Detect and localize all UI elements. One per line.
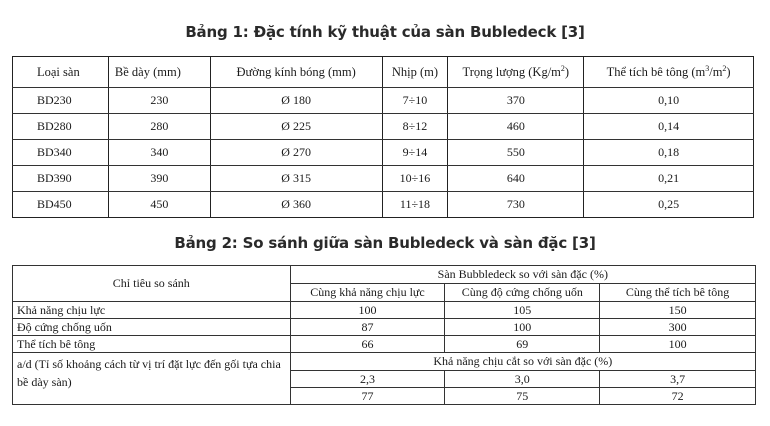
table-row [13, 336, 756, 353]
cell-thickness: 340 [108, 140, 210, 166]
header-thickness: Bề dày (mm) [108, 57, 210, 88]
cell-span: 9÷14 [382, 140, 448, 166]
cell-type: BD390 [13, 166, 109, 192]
cell-volume: 0,25 [584, 192, 754, 218]
cell-ad-value: 3,7 [600, 371, 756, 388]
cell-volume: 0,14 [584, 114, 754, 140]
shear-capacity-header: Khả năng chịu cắt so với sàn đặc (%) [290, 353, 755, 371]
cell-type: BD230 [13, 88, 109, 114]
cell-volume: 0,10 [584, 88, 754, 114]
header-ball-diameter: Đường kính bóng (mm) [210, 57, 382, 88]
cell-weight: 550 [448, 140, 584, 166]
cell-span: 10÷16 [382, 166, 448, 192]
shear-header-row [13, 353, 756, 371]
cell-volume: 0,21 [584, 166, 754, 192]
cell-value: 105 [445, 302, 600, 319]
cell-weight: 460 [448, 114, 584, 140]
row-label: Khả năng chịu lực [13, 302, 291, 319]
cell-span: 7÷10 [382, 88, 448, 114]
subheader-same-stiffness: Cùng độ cứng chống uốn [445, 284, 600, 302]
table-row [13, 140, 754, 166]
header-slab-type: Loại sàn [13, 57, 109, 88]
cell-value: 69 [445, 336, 600, 353]
table-row [13, 302, 756, 319]
cell-volume: 0,18 [584, 140, 754, 166]
cell-type: BD280 [13, 114, 109, 140]
cell-diameter: Ø 180 [210, 88, 382, 114]
table1-title: Bảng 1: Đặc tính kỹ thuật của sàn Bubledeck [3] [185, 23, 585, 41]
cell-value: 150 [600, 302, 756, 319]
cell-shear-value: 72 [600, 388, 756, 405]
bubbledeck-specs-table [12, 56, 754, 218]
cell-value: 100 [600, 336, 756, 353]
cell-thickness: 450 [108, 192, 210, 218]
cell-ad-value: 2,3 [290, 371, 445, 388]
cell-value: 87 [290, 319, 445, 336]
header-bubbledeck-group: Sàn Bubbledeck so với sàn đặc (%) [290, 266, 755, 284]
cell-value: 300 [600, 319, 756, 336]
cell-span: 8÷12 [382, 114, 448, 140]
header-span: Nhịp (m) [382, 57, 448, 88]
cell-weight: 370 [448, 88, 584, 114]
table-row [13, 319, 756, 336]
header-concrete-volume: Thể tích bê tông $(m^3/m^2)$ [584, 57, 754, 88]
bubbledeck-vs-solid-table [12, 265, 756, 405]
cell-value: 100 [445, 319, 600, 336]
table1-header-row [13, 57, 754, 88]
table-row [13, 166, 754, 192]
table-row [13, 192, 754, 218]
cell-ad-value: 3,0 [445, 371, 600, 388]
subheader-same-capacity: Cùng khả năng chịu lực [290, 284, 445, 302]
cell-value: 100 [290, 302, 445, 319]
table2-title: Bảng 2: So sánh giữa sàn Bubledeck và sàn đặc [3] [174, 234, 596, 252]
table-row [13, 88, 754, 114]
ad-ratio-label: a/d (Tỉ số khoảng cách từ vị trí đặt lực đến gối tựa chia bề dày sàn) [13, 353, 291, 405]
table-row [13, 114, 754, 140]
row-label: Độ cứng chống uốn [13, 319, 291, 336]
cell-diameter: Ø 315 [210, 166, 382, 192]
row-label: Thể tích bê tông [13, 336, 291, 353]
cell-diameter: Ø 270 [210, 140, 382, 166]
cell-span: 11÷18 [382, 192, 448, 218]
cell-shear-value: 77 [290, 388, 445, 405]
cell-thickness: 390 [108, 166, 210, 192]
cell-shear-value: 75 [445, 388, 600, 405]
cell-thickness: 230 [108, 88, 210, 114]
cell-weight: 730 [448, 192, 584, 218]
cell-type: BD340 [13, 140, 109, 166]
cell-diameter: Ø 360 [210, 192, 382, 218]
cell-weight: 640 [448, 166, 584, 192]
cell-type: BD450 [13, 192, 109, 218]
cell-thickness: 280 [108, 114, 210, 140]
cell-value: 66 [290, 336, 445, 353]
cell-diameter: Ø 225 [210, 114, 382, 140]
header-criteria: Chỉ tiêu so sánh [13, 266, 291, 302]
header-weight: Trọng lượng $(Kg/m^2)$ [448, 57, 584, 88]
subheader-same-volume: Cùng thể tích bê tông [600, 284, 756, 302]
table2-header-row [13, 266, 756, 284]
